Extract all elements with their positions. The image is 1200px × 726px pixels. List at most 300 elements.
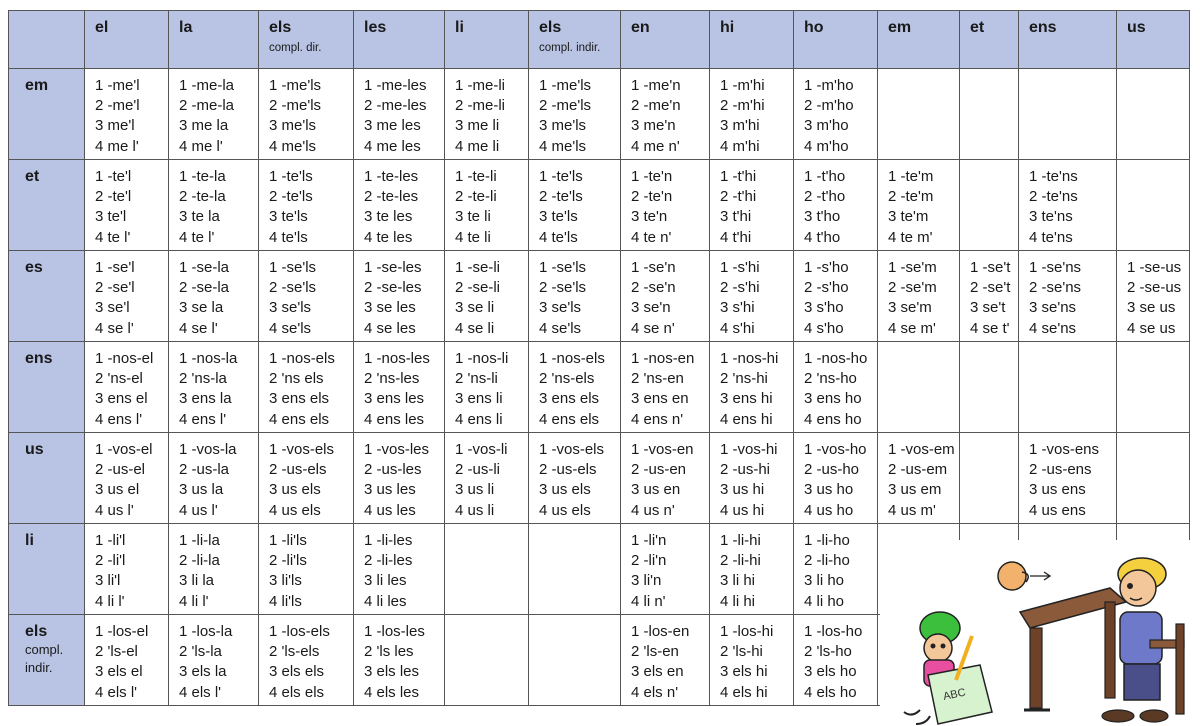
cell-form-line: 1 -me-les <box>364 77 427 94</box>
row-header-label: em <box>25 77 49 94</box>
cell-form-line: 3 te'n <box>631 208 668 226</box>
cell-form-line: 4 te l' <box>95 228 131 246</box>
cell-form-line: 2 -us-hi <box>720 461 771 479</box>
cell-form-line: 2 -us-li <box>455 461 501 479</box>
table-cell <box>85 160 169 251</box>
cell-form-line: 4 ens li <box>455 410 503 428</box>
cell-form-line: 2 -te'ns <box>1029 188 1078 206</box>
cell-form-line: 2 -te'n <box>631 188 673 206</box>
cell-form-line: 2 -us-en <box>631 461 687 479</box>
cell-form-line: 2 -me'ls <box>269 97 322 115</box>
cell-form-line: 2 -me-la <box>179 97 235 115</box>
row-header-label: et <box>25 168 40 185</box>
row-header <box>9 524 85 615</box>
cell-form-line: 4 els l' <box>95 683 138 701</box>
cell-form-line: 4 us hi <box>720 501 765 519</box>
cell-form-line: 3 li la <box>179 572 215 590</box>
row-header-label: els <box>25 623 48 640</box>
row-header-label: us <box>25 441 44 458</box>
cell-form-line: 2 -se'ns <box>1029 279 1082 297</box>
table-cell <box>710 342 794 433</box>
table-cell <box>794 251 878 342</box>
row-header <box>9 251 85 342</box>
cell-form-line: 3 li les <box>364 572 407 590</box>
row-header <box>9 160 85 251</box>
cell-form-line: 1 -vos-el <box>95 441 153 458</box>
column-header-label: ho <box>804 19 824 36</box>
table-cell <box>529 251 621 342</box>
cell-form-line: 2 -te'l <box>95 188 132 206</box>
cell-form-line: 3 li'l <box>95 572 121 590</box>
table-cell <box>85 342 169 433</box>
cell-form-line: 1 -vos-ho <box>804 441 867 458</box>
table-row <box>9 251 1190 342</box>
table-cell <box>621 342 710 433</box>
column-header-label: ens <box>1029 19 1057 36</box>
cell-form-line: 1 -s'ho <box>804 259 849 276</box>
cell-form-line: 4 us l' <box>179 501 218 519</box>
cell-form-line: 4 se'ns <box>1029 319 1077 337</box>
cell-form-line: 1 -li'n <box>631 532 667 549</box>
table-cell <box>169 160 259 251</box>
column-header <box>794 11 878 69</box>
cell-form-line: 2 -li-ho <box>804 552 850 570</box>
table-cell <box>85 433 169 524</box>
cell-form-line: 1 -nos-el <box>95 350 154 367</box>
table-row <box>9 342 1190 433</box>
cell-form-line: 2 'ns-la <box>179 370 227 388</box>
cell-form-line: 1 -te-la <box>179 168 226 185</box>
cell-form-line: 1 -vos-li <box>455 441 508 458</box>
cell-form-line: 4 se n' <box>631 319 675 337</box>
cell-form-line: 3 se li <box>455 299 495 317</box>
cell-form-line: 2 -us-els <box>269 461 327 479</box>
cell-form-line: 4 se m' <box>888 319 936 337</box>
table-cell <box>878 433 960 524</box>
table-cell <box>354 433 445 524</box>
cell-form-line: 4 els hi <box>720 683 768 701</box>
cell-form-line: 1 -vos-en <box>631 441 694 458</box>
cell-form-line: 1 -vos-els <box>539 441 605 458</box>
cell-form-line: 4 te les <box>364 228 413 246</box>
table-cell <box>354 160 445 251</box>
table-cell <box>1019 433 1117 524</box>
table-cell <box>878 251 960 342</box>
table-cell <box>1019 342 1117 433</box>
table-cell <box>445 69 529 160</box>
cell-form-line: 4 me l' <box>95 137 139 155</box>
cell-form-line: 4 s'hi <box>720 319 755 337</box>
cell-form-line: 1 -vos-ens <box>1029 441 1100 458</box>
table-cell <box>259 342 354 433</box>
cell-form-line: 1 -se'ns <box>1029 259 1082 276</box>
cell-form-line: 3 ens el <box>95 390 148 408</box>
cell-form-line: 3 se'ns <box>1029 299 1077 317</box>
cell-form-line: 3 ens les <box>364 390 425 408</box>
cell-form-line: 2 'ns-el <box>95 370 143 388</box>
cell-form-line: 3 se'ls <box>539 299 582 317</box>
table-cell <box>445 615 529 706</box>
cell-form-line: 4 se l' <box>179 319 218 337</box>
table-row <box>9 160 1190 251</box>
cell-form-line: 3 els la <box>179 663 227 681</box>
cell-form-line: 4 li hi <box>720 592 756 610</box>
cell-form-line: 2 -se'ls <box>269 279 317 297</box>
cell-form-line: 2 'ls-el <box>95 643 138 661</box>
column-header-label: hi <box>720 19 735 36</box>
cell-form-line: 4 t'hi <box>720 228 752 246</box>
cell-form-line: 3 ens li <box>455 390 503 408</box>
cell-form-line: 1 -los-el <box>95 623 149 640</box>
table-cell <box>529 524 621 615</box>
cell-form-line: 4 us m' <box>888 501 936 519</box>
cell-form-line: 1 -nos-hi <box>720 350 779 367</box>
table-cell <box>621 251 710 342</box>
cell-form-line: 2 -te-li <box>455 188 497 206</box>
cell-form-line: 3 se't <box>970 299 1006 317</box>
cell-form-line: 4 se t' <box>970 319 1010 337</box>
row-header-label: li <box>25 532 34 549</box>
cell-form-line: 2 -se'l <box>95 279 135 297</box>
table-cell <box>794 160 878 251</box>
column-header <box>354 11 445 69</box>
table-cell <box>794 342 878 433</box>
column-header-label: et <box>970 19 985 36</box>
table-cell <box>169 251 259 342</box>
cell-form-line: 3 s'ho <box>804 299 844 317</box>
cell-form-line: 2 -me-les <box>364 97 427 115</box>
table-cell <box>1117 160 1190 251</box>
cell-form-line: 4 t'ho <box>804 228 841 246</box>
cell-form-line: 4 li'ls <box>269 592 302 610</box>
cell-form-line: 1 -me'n <box>631 77 681 94</box>
cell-form-line: 4 me li <box>455 137 500 155</box>
cell-form-line: 1 -te'ns <box>1029 168 1078 185</box>
cell-form-line: 1 -vos-em <box>888 441 955 458</box>
cell-form-line: 1 -te'ls <box>539 168 583 185</box>
cell-form-line: 4 us els <box>269 501 321 519</box>
table-cell <box>794 615 878 706</box>
cell-form-line: 2 'ns-li <box>455 370 498 388</box>
cell-form-line: 2 -te-les <box>364 188 419 206</box>
table-cell <box>445 251 529 342</box>
cell-form-line: 3 els les <box>364 663 420 681</box>
cell-form-line: 3 te li <box>455 208 491 226</box>
table-cell <box>710 615 794 706</box>
cell-form-line: 3 us en <box>631 481 681 499</box>
cell-form-line: 4 els n' <box>631 683 679 701</box>
row-header <box>9 342 85 433</box>
cell-form-line: 2 -us-el <box>95 461 146 479</box>
cell-form-line: 3 t'ho <box>804 208 841 226</box>
cell-form-line: 1 -li-ho <box>804 532 850 549</box>
cell-form-line: 4 us les <box>364 501 416 519</box>
cell-form-line: 4 els ho <box>804 683 857 701</box>
cell-form-line: 2 'ns-hi <box>720 370 768 388</box>
cell-form-line: 2 'ls-la <box>179 643 222 661</box>
cell-form-line: 1 -los-hi <box>720 623 774 640</box>
cell-form-line: 1 -li-hi <box>720 532 761 549</box>
cell-form-line: 1 -nos-en <box>631 350 695 367</box>
column-header <box>878 11 960 69</box>
cell-form-line: 3 ens en <box>631 390 689 408</box>
table-cell <box>529 433 621 524</box>
table-cell <box>1117 69 1190 160</box>
cell-form-line: 4 se'ls <box>539 319 582 337</box>
cell-form-line: 3 m'ho <box>804 117 849 135</box>
column-header-label: em <box>888 19 912 36</box>
table-cell <box>1019 160 1117 251</box>
cell-form-line: 4 ens n' <box>631 410 684 428</box>
cell-form-line: 1 -li'ls <box>269 532 307 549</box>
cell-form-line: 2 -s'hi <box>720 279 760 297</box>
cell-form-line: 2 -t'hi <box>720 188 757 206</box>
cell-form-line: 1 -nos-els <box>269 350 335 367</box>
cell-form-line: 2 -se'n <box>631 279 676 297</box>
cell-form-line: 2 -se'ls <box>539 279 587 297</box>
cell-form-line: 4 se us <box>1127 319 1176 337</box>
cell-form-line: 4 els l' <box>179 683 222 701</box>
cell-form-line: 3 els el <box>95 663 143 681</box>
cell-form-line: 2 -me-li <box>455 97 506 115</box>
table-cell <box>85 69 169 160</box>
table-cell <box>529 69 621 160</box>
row-header-sublabel: compl. indir. <box>25 642 64 675</box>
table-cell <box>169 342 259 433</box>
table-cell <box>259 251 354 342</box>
cell-form-line: 2 -li-les <box>364 552 413 570</box>
cell-form-line: 1 -se'm <box>888 259 937 276</box>
table-cell <box>878 160 960 251</box>
cell-form-line: 1 -vos-hi <box>720 441 778 458</box>
cell-form-line: 4 li les <box>364 592 407 610</box>
column-header <box>1117 11 1190 69</box>
column-header-sublabel: compl. indir. <box>539 42 601 54</box>
cell-form-line: 4 se les <box>364 319 416 337</box>
cell-form-line: 2 -us-ens <box>1029 461 1092 479</box>
table-row <box>9 69 1190 160</box>
cell-form-line: 2 -t'ho <box>804 188 846 206</box>
cell-form-line: 1 -nos-les <box>364 350 430 367</box>
cell-form-line: 1 -te-li <box>455 168 497 185</box>
row-header <box>9 433 85 524</box>
cell-form-line: 3 me'l <box>95 117 135 135</box>
cell-form-line: 3 te'm <box>888 208 929 226</box>
table-cell <box>794 433 878 524</box>
cell-form-line: 4 te n' <box>631 228 672 246</box>
table-cell <box>85 615 169 706</box>
cell-form-line: 4 te'ns <box>1029 228 1073 246</box>
cell-form-line: 1 -vos-els <box>269 441 335 458</box>
column-header-label: li <box>455 19 464 36</box>
cell-form-line: 4 ens l' <box>95 410 143 428</box>
cell-form-line: 3 te'ls <box>269 208 308 226</box>
cell-form-line: 3 ens la <box>179 390 232 408</box>
cell-form-line: 2 -us-em <box>888 461 948 479</box>
cell-form-line: 1 -m'hi <box>720 77 765 94</box>
table-cell <box>445 160 529 251</box>
cell-form-line: 1 -se'l <box>95 259 135 276</box>
cell-form-line: 3 te la <box>179 208 220 226</box>
cell-form-line: 4 us l' <box>95 501 134 519</box>
cell-form-line: 2 -se't <box>970 279 1011 297</box>
cell-form-line: 1 -los-ho <box>804 623 863 640</box>
cell-form-line: 3 us ho <box>804 481 854 499</box>
table-cell <box>529 160 621 251</box>
table-cell <box>1117 342 1190 433</box>
cell-form-line: 2 -us-les <box>364 461 422 479</box>
cell-form-line: 4 ens les <box>364 410 425 428</box>
table-cell <box>354 524 445 615</box>
cell-form-line: 3 te'l <box>95 208 127 226</box>
cell-form-line: 1 -se'ls <box>269 259 317 276</box>
column-header-label: els <box>539 19 562 36</box>
cell-form-line: 2 'ls-ho <box>804 643 852 661</box>
table-cell <box>621 615 710 706</box>
table-cell <box>710 69 794 160</box>
cell-form-line: 3 us els <box>269 481 321 499</box>
cell-form-line: 3 se'ls <box>269 299 312 317</box>
cell-form-line: 2 'ls les <box>364 643 414 661</box>
cell-form-line: 3 me'ls <box>269 117 317 135</box>
cell-form-line: 3 li ho <box>804 572 845 590</box>
table-cell <box>710 251 794 342</box>
table-cell <box>445 524 529 615</box>
cell-form-line: 1 -los-en <box>631 623 690 640</box>
table-row <box>9 433 1190 524</box>
table-cell <box>85 251 169 342</box>
cell-form-line: 4 me n' <box>631 137 680 155</box>
cell-form-line: 2 -s'ho <box>804 279 849 297</box>
cell-form-line: 3 us el <box>95 481 140 499</box>
cell-form-line: 4 li ho <box>804 592 845 610</box>
cell-form-line: 4 se l' <box>95 319 134 337</box>
cell-form-line: 3 us hi <box>720 481 765 499</box>
cell-form-line: 3 ens els <box>539 390 600 408</box>
row-header <box>9 615 85 706</box>
row-header-label: es <box>25 259 43 276</box>
table-cell <box>1117 251 1190 342</box>
cell-form-line: 4 se li <box>455 319 495 337</box>
cell-form-line: 3 se us <box>1127 299 1176 317</box>
cell-form-line: 1 -nos-la <box>179 350 238 367</box>
cell-form-line: 1 -t'hi <box>720 168 757 185</box>
corner-cell <box>9 11 85 69</box>
cell-form-line: 3 se les <box>364 299 416 317</box>
cell-form-line: 3 se'l <box>95 299 130 317</box>
cell-form-line: 3 us li <box>455 481 495 499</box>
cell-form-line: 2 'ls-els <box>269 643 320 661</box>
cell-form-line: 4 els les <box>364 683 420 701</box>
cell-form-line: 1 -te'l <box>95 168 132 185</box>
table-cell <box>878 342 960 433</box>
cell-form-line: 3 us em <box>888 481 942 499</box>
cell-form-line: 4 li n' <box>631 592 666 610</box>
cell-form-line: 1 -m'ho <box>804 77 854 94</box>
table-cell <box>960 160 1019 251</box>
cell-form-line: 1 -li-les <box>364 532 413 549</box>
table-cell <box>621 69 710 160</box>
table-cell <box>259 615 354 706</box>
column-header <box>621 11 710 69</box>
cell-form-line: 4 te'ls <box>269 228 308 246</box>
cell-form-line: 2 -se-la <box>179 279 230 297</box>
cell-form-line: 2 -us-la <box>179 461 230 479</box>
students-cartoon-illustration <box>880 540 1200 726</box>
cell-form-line: 4 us els <box>539 501 591 519</box>
cell-form-line: 1 -me-li <box>455 77 506 94</box>
cell-form-line: 1 -li'l <box>95 532 126 549</box>
cell-form-line: 2 -us-els <box>539 461 597 479</box>
cell-form-line: 2 -li'ls <box>269 552 307 570</box>
column-header <box>169 11 259 69</box>
cell-form-line: 3 te'ls <box>539 208 578 226</box>
table-cell <box>1019 69 1117 160</box>
cell-form-line: 4 te l' <box>179 228 215 246</box>
table-cell <box>445 433 529 524</box>
cell-form-line: 4 te m' <box>888 228 933 246</box>
cell-form-line: 2 'ns-ho <box>804 370 857 388</box>
cell-form-line: 3 us la <box>179 481 224 499</box>
cell-form-line: 1 -t'ho <box>804 168 846 185</box>
column-header-label: les <box>364 19 387 36</box>
column-header-label: la <box>179 19 193 36</box>
cell-form-line: 1 -te'ls <box>269 168 313 185</box>
table-cell <box>621 433 710 524</box>
cell-form-line: 2 -li-hi <box>720 552 761 570</box>
cell-form-line: 3 t'hi <box>720 208 752 226</box>
cell-form-line: 2 -li'n <box>631 552 667 570</box>
cell-form-line: 3 me les <box>364 117 421 135</box>
cell-form-line: 2 -te'm <box>888 188 934 206</box>
table-cell <box>529 342 621 433</box>
cell-form-line: 1 -me'ls <box>539 77 592 94</box>
table-cell <box>259 69 354 160</box>
cell-form-line: 3 se la <box>179 299 224 317</box>
cell-form-line: 3 m'hi <box>720 117 760 135</box>
column-header <box>445 11 529 69</box>
cell-form-line: 3 te'ns <box>1029 208 1073 226</box>
cell-form-line: 1 -nos-li <box>455 350 509 367</box>
table-cell <box>354 342 445 433</box>
cell-form-line: 1 -me'l <box>95 77 140 94</box>
cell-form-line: 4 us li <box>455 501 495 519</box>
column-header <box>259 11 354 69</box>
cell-form-line: 3 us les <box>364 481 416 499</box>
cell-form-line: 4 li l' <box>179 592 209 610</box>
cell-form-line: 1 -vos-les <box>364 441 430 458</box>
cell-form-line: 2 -te'ls <box>539 188 583 206</box>
cell-form-line: 3 me'ls <box>539 117 587 135</box>
cell-form-line: 2 -li-la <box>179 552 220 570</box>
cell-form-line: 1 -se-les <box>364 259 422 276</box>
cell-form-line: 4 me l' <box>179 137 223 155</box>
cell-form-line: 2 -li'l <box>95 552 126 570</box>
cell-form-line: 3 li'n <box>631 572 662 590</box>
table-cell <box>354 251 445 342</box>
cell-form-line: 1 -nos-ho <box>804 350 868 367</box>
cell-form-line: 2 -se-us <box>1127 279 1182 297</box>
cell-form-line: 2 -me'n <box>631 97 681 115</box>
cell-form-line: 1 -los-les <box>364 623 425 640</box>
cell-form-line: 3 li hi <box>720 572 756 590</box>
cell-form-line: 2 -us-ho <box>804 461 860 479</box>
column-header-label: els <box>269 19 292 36</box>
column-header-row <box>9 11 1190 69</box>
cell-form-line: 3 me li <box>455 117 500 135</box>
table-cell <box>710 524 794 615</box>
cell-form-line: 1 -li-la <box>179 532 220 549</box>
